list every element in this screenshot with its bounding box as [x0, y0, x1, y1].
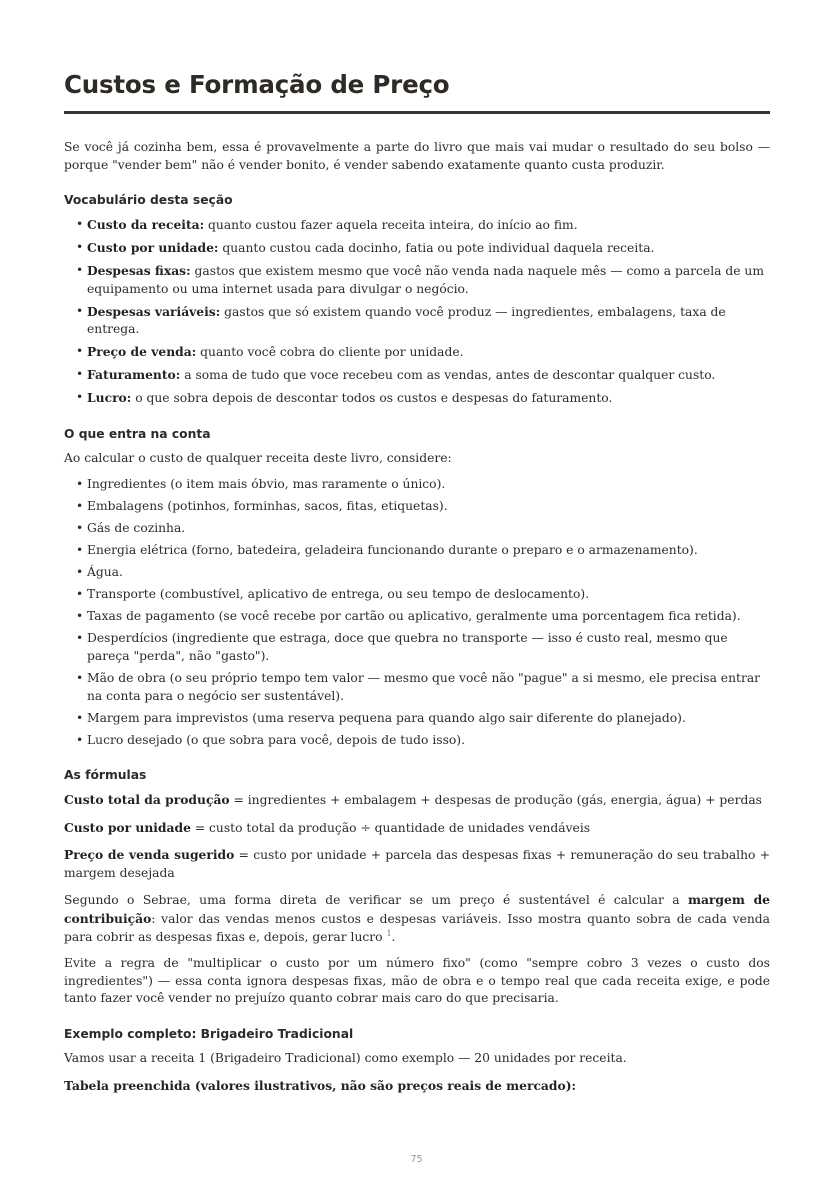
conta-lead: Ao calcular o custo de qualquer receita deste livro, considere: — [64, 450, 452, 465]
footnote-ref-link[interactable]: 1 — [386, 928, 392, 938]
formula-custo-unidade — [64, 819, 770, 838]
vocab-desc: a soma de tudo que voce recebeu com as vendas, antes de descontar qualquer custo. — [180, 368, 716, 383]
vocab-list — [64, 216, 770, 408]
list-item: • Lucro desejado (o que sobra para você, depois de tudo isso). — [76, 732, 770, 750]
list-item: • Taxas de pagamento (se você recebe por cartão ou aplicativo, geralmente uma porcentagem fica retida). — [76, 608, 770, 626]
formula-term: Custo total da produção — [64, 792, 230, 808]
vocab-term: Custo por unidade: — [87, 240, 219, 256]
formula-text: = ingredientes + embalagem + despesas de produção (gás, energia, água) + perdas — [229, 793, 762, 808]
list-item: • Mão de obra (o seu próprio tempo tem valor — mesmo que você não "pague" a si mesmo, ele precisa entrar na conta para o negócio ser sustentável). — [76, 670, 770, 705]
vocab-term: Despesas fixas: — [87, 263, 191, 279]
list-item: • Água. — [76, 564, 770, 582]
formula-custo-total — [64, 791, 770, 810]
section-heading-vocabulario: Vocabulário desta seção — [64, 193, 233, 208]
list-item — [76, 389, 770, 408]
sebrae-paragraph — [64, 891, 770, 946]
example-text: Vamos usar a receita 1 (Brigadeiro Tradicional) como exemplo — 20 unidades por receita. — [64, 1051, 627, 1066]
vocab-desc: quanto você cobra do cliente por unidade. — [196, 345, 464, 360]
vocab-term: Despesas variáveis: — [87, 303, 221, 319]
sebrae-text: Segundo o Sebrae, uma forma direta de verificar se um preço é sustentável é calcular a — [64, 893, 688, 908]
list-item — [76, 303, 770, 339]
list-item — [76, 343, 770, 362]
list-item: • Ingredientes (o item mais óbvio, mas raramente o único). — [76, 476, 770, 494]
evite-paragraph: Evite a regra de "multiplicar o custo por um número fixo" (como "sempre cobro 3 vezes o custo dos ingredientes") — essa conta ignora despesas fixas, mão de obra e o tempo real que cada receita exige, e pode tanto fazer você vender no prejuízo quanto cobrar mais caro do que precisaria. — [64, 956, 770, 1006]
vocab-desc: gastos que só existem quando você produz — ingredientes, embalagens, taxa de entrega. — [87, 304, 726, 337]
formula-preco-venda — [64, 846, 770, 882]
list-item: • Gás de cozinha. — [76, 520, 770, 538]
list-item — [76, 262, 770, 298]
formula-text: = custo por unidade + parcela das despesas fixas + remuneração do seu trabalho + margem desejada — [64, 848, 770, 880]
title-divider — [64, 111, 770, 114]
section-heading-conta: O que entra na conta — [64, 426, 211, 441]
sebrae-text: . — [391, 929, 396, 944]
page-number: 75 — [410, 1154, 423, 1165]
list-item: • Embalagens (potinhos, forminhas, sacos, fitas, etiquetas). — [76, 498, 770, 516]
vocab-term: Faturamento: — [87, 367, 181, 383]
main-content — [64, 139, 770, 1104]
table-caption — [64, 1077, 770, 1096]
list-item — [76, 239, 770, 258]
sebrae-text: : valor das vendas menos custos e despesas variáveis. Isso mostra quanto sobra de cada venda para cobrir as despesas fixas e, depois, gerar lucro — [64, 912, 770, 944]
table-caption-text: Tabela preenchida (valores ilustrativos, não são preços reais de mercado): — [64, 1077, 577, 1093]
margem-contribuicao-term: margem de contribuição — [64, 892, 770, 927]
formula-term: Preço de venda sugerido — [64, 847, 235, 863]
vocab-desc: o que sobra depois de descontar todos os custos e despesas do faturamento. — [131, 391, 613, 406]
vocab-desc: quanto custou cada docinho, fatia ou pote individual daquela receita. — [218, 241, 655, 256]
list-item: • Energia elétrica (forno, batedeira, geladeira funcionando durante o preparo e o armazenamento). — [76, 542, 770, 560]
conta-list — [64, 476, 770, 749]
vocab-term: Custo da receita: — [87, 217, 205, 233]
page-title: Custos e Formação de Preço — [64, 70, 450, 99]
vocab-term: Lucro: — [87, 390, 132, 406]
section-heading-exemplo: Exemplo completo: Brigadeiro Tradicional — [64, 1027, 354, 1042]
vocab-term: Preço de venda: — [87, 344, 197, 360]
vocab-desc: quanto custou fazer aquela receita inteira, do início ao fim. — [204, 218, 578, 233]
list-item: • Transporte (combustível, aplicativo de entrega, ou seu tempo de deslocamento). — [76, 586, 770, 604]
formula-text: = custo total da produção ÷ quantidade de unidades vendáveis — [190, 820, 591, 835]
formula-term: Custo por unidade — [64, 819, 191, 835]
section-heading-formulas: As fórmulas — [64, 768, 147, 783]
list-item: • Margem para imprevistos (uma reserva pequena para quando algo sair diferente do planejado). — [76, 710, 770, 728]
intro-paragraph: Se você já cozinha bem, essa é provavelmente a parte do livro que mais vai mudar o resultado do seu bolso — porque "vender bem" não é vender bonito, é vender sabendo exatamente quanto custa produzir. — [64, 140, 770, 172]
vocab-desc: gastos que existem mesmo que você não venda nada naquele mês — como a parcela de um equipamento ou uma internet usada para divulgar o negócio. — [87, 264, 765, 296]
list-item — [76, 366, 770, 385]
list-item — [76, 216, 770, 235]
list-item: • Desperdícios (ingrediente que estraga, doce que quebra no transporte — isso é custo real, mesmo que pareça "perda", não "gasto"). — [76, 630, 770, 665]
